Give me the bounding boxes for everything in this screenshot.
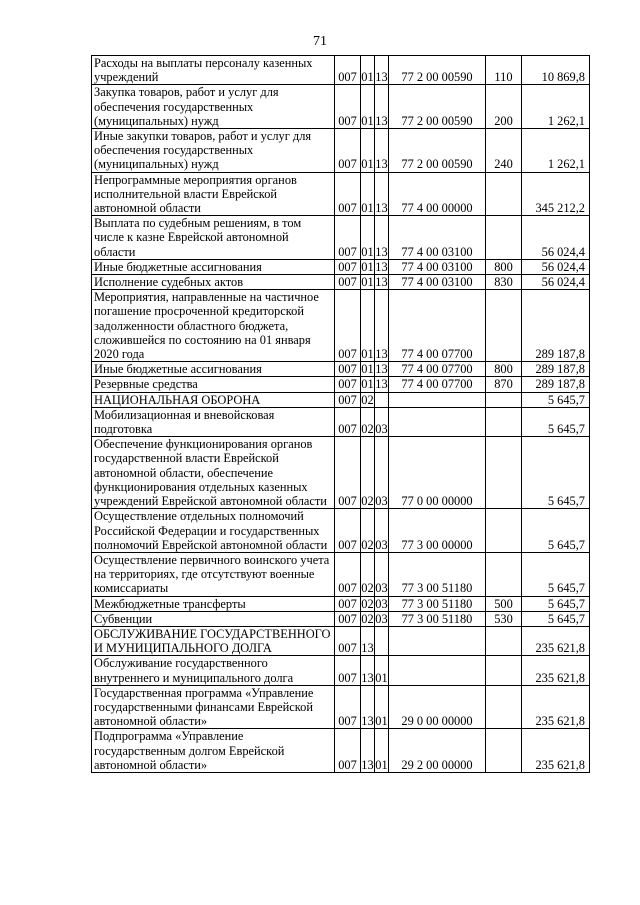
section-code: 02 xyxy=(361,552,375,596)
org-code: 007 xyxy=(335,685,361,729)
target-article-code: 29 2 00 00000 xyxy=(389,729,486,773)
table-row xyxy=(92,129,590,173)
section-code: 01 xyxy=(361,290,375,362)
expense-type-code: 800 xyxy=(486,362,522,377)
amount: 5 645,7 xyxy=(522,611,590,626)
amount: 56 024,4 xyxy=(522,275,590,290)
subsection-code: 13 xyxy=(375,259,388,274)
section-code: 13 xyxy=(361,685,375,729)
subsection-code: 01 xyxy=(375,656,389,685)
row-name: Иные бюджетные ассигнования xyxy=(92,362,335,377)
table-row xyxy=(92,85,590,129)
amount: 5 645,7 xyxy=(522,596,590,611)
amount: 5 645,7 xyxy=(522,437,590,509)
expense-type-code xyxy=(486,685,522,729)
org-code: 007 xyxy=(335,216,361,260)
target-article-code: 77 3 00 51180 xyxy=(389,611,486,626)
table-body xyxy=(92,56,590,773)
target-article-code xyxy=(389,656,486,685)
table-row xyxy=(92,362,590,377)
table-row xyxy=(92,729,590,773)
subsection-code xyxy=(375,392,389,407)
table-row xyxy=(92,437,590,509)
subsection-code: 13 xyxy=(375,275,388,290)
expense-type-code xyxy=(486,729,522,773)
row-name: Субвенции xyxy=(92,611,335,626)
amount: 235 621,8 xyxy=(522,626,590,655)
org-code: 007 xyxy=(335,362,361,377)
amount: 289 187,8 xyxy=(522,377,590,392)
subsection-code: 03 xyxy=(375,509,389,553)
row-name: Иные бюджетные ассигнования xyxy=(92,259,335,274)
row-name: Резервные средства xyxy=(92,377,335,392)
amount: 5 645,7 xyxy=(522,392,590,407)
target-article-code xyxy=(389,392,486,407)
amount: 5 645,7 xyxy=(522,509,590,553)
org-code: 007 xyxy=(335,509,361,553)
row-name: Закупка товаров, работ и услуг для обеспечения государственных (муниципальных) нужд xyxy=(92,85,335,129)
org-code: 007 xyxy=(335,275,361,290)
subsection-code: 13 xyxy=(375,129,389,173)
amount: 289 187,8 xyxy=(522,290,590,362)
row-name: Иные закупки товаров, работ и услуг для обеспечения государственных (муниципальных) нужд xyxy=(92,129,335,173)
target-article-code: 29 0 00 00000 xyxy=(389,685,486,729)
table-row xyxy=(92,259,590,274)
section-code: 02 xyxy=(361,407,375,436)
subsection-code xyxy=(375,626,389,655)
row-name: Непрограммные мероприятия органов исполнительной власти Еврейской автономной области xyxy=(92,172,335,216)
subsection-code: 13 xyxy=(375,172,389,216)
org-code: 007 xyxy=(335,377,361,392)
table-row xyxy=(92,596,590,611)
row-name: Мероприятия, направленные на частичное погашение просроченной кредиторской задолженности областного бюджета, сложившейся по состоянию на 01 января 2020 года xyxy=(92,290,335,362)
org-code: 007 xyxy=(335,172,361,216)
target-article-code: 77 4 00 07700 xyxy=(389,362,486,377)
table-row xyxy=(92,377,590,392)
expense-type-code xyxy=(486,552,522,596)
table-row xyxy=(92,509,590,553)
expense-type-code xyxy=(486,216,522,260)
row-name: Государственная программа «Управление государственными финансами Еврейской автономной области» xyxy=(92,685,335,729)
org-code: 007 xyxy=(335,290,361,362)
expense-type-code xyxy=(486,437,522,509)
org-code: 007 xyxy=(335,596,361,611)
amount: 345 212,2 xyxy=(522,172,590,216)
row-name: Мобилизационная и вневойсковая подготовка xyxy=(92,407,335,436)
table-row xyxy=(92,656,590,685)
section-code: 01 xyxy=(361,216,375,260)
expense-type-code: 870 xyxy=(486,377,522,392)
row-name: Межбюджетные трансферты xyxy=(92,596,335,611)
target-article-code: 77 2 00 00590 xyxy=(389,56,486,85)
org-code: 007 xyxy=(335,56,361,85)
expense-type-code: 830 xyxy=(486,275,522,290)
section-code: 13 xyxy=(361,656,375,685)
target-article-code xyxy=(389,407,486,436)
subsection-code: 03 xyxy=(375,552,389,596)
table-row xyxy=(92,626,590,655)
table-row xyxy=(92,216,590,260)
target-article-code: 77 4 00 03100 xyxy=(389,275,486,290)
subsection-code: 01 xyxy=(375,729,389,773)
amount: 289 187,8 xyxy=(522,362,590,377)
subsection-code: 13 xyxy=(375,216,389,260)
expense-type-code: 800 xyxy=(486,259,522,274)
amount: 235 621,8 xyxy=(522,685,590,729)
table-row xyxy=(92,172,590,216)
amount: 56 024,4 xyxy=(522,259,590,274)
org-code: 007 xyxy=(335,392,361,407)
amount: 5 645,7 xyxy=(522,552,590,596)
target-article-code: 77 4 00 00000 xyxy=(389,172,486,216)
subsection-code: 03 xyxy=(375,407,389,436)
row-name: Исполнение судебных актов xyxy=(92,275,335,290)
section-code: 01 xyxy=(361,56,375,85)
row-name: ОБСЛУЖИВАНИЕ ГОСУДАРСТВЕННОГО И МУНИЦИПАЛЬНОГО ДОЛГА xyxy=(92,626,335,655)
target-article-code: 77 2 00 00590 xyxy=(389,85,486,129)
section-code: 01 xyxy=(361,129,375,173)
amount: 5 645,7 xyxy=(522,407,590,436)
org-code: 007 xyxy=(335,552,361,596)
section-code: 02 xyxy=(361,596,374,611)
amount: 10 869,8 xyxy=(522,56,590,85)
subsection-code: 13 xyxy=(375,377,388,392)
target-article-code xyxy=(389,626,486,655)
expense-type-code: 200 xyxy=(486,85,522,129)
subsection-code: 03 xyxy=(375,611,388,626)
row-name: НАЦИОНАЛЬНАЯ ОБОРОНА xyxy=(92,392,335,407)
amount: 1 262,1 xyxy=(522,129,590,173)
expense-type-code: 110 xyxy=(486,56,522,85)
target-article-code: 77 4 00 07700 xyxy=(389,290,486,362)
org-code: 007 xyxy=(335,259,361,274)
page-number: 71 xyxy=(313,34,327,49)
target-article-code: 77 3 00 51180 xyxy=(389,552,486,596)
subsection-code: 03 xyxy=(375,596,388,611)
expense-type-code xyxy=(486,509,522,553)
target-article-code: 77 4 00 03100 xyxy=(389,259,486,274)
table-row xyxy=(92,685,590,729)
target-article-code: 77 4 00 03100 xyxy=(389,216,486,260)
expense-type-code xyxy=(486,626,522,655)
org-code: 007 xyxy=(335,656,361,685)
table-row xyxy=(92,392,590,407)
section-code: 02 xyxy=(361,509,375,553)
subsection-code: 13 xyxy=(375,290,389,362)
budget-table xyxy=(91,55,590,773)
section-code: 01 xyxy=(361,172,375,216)
amount: 56 024,4 xyxy=(522,216,590,260)
section-code: 01 xyxy=(361,362,374,377)
section-code: 01 xyxy=(361,377,374,392)
table-row xyxy=(92,56,590,85)
table-row xyxy=(92,611,590,626)
target-article-code: 77 2 00 00590 xyxy=(389,129,486,173)
expense-type-code xyxy=(486,172,522,216)
amount: 235 621,8 xyxy=(522,656,590,685)
subsection-code: 03 xyxy=(375,437,389,509)
table-row xyxy=(92,275,590,290)
expense-type-code: 240 xyxy=(486,129,522,173)
section-code: 01 xyxy=(361,275,374,290)
row-name: Обслуживание государственного внутреннего и муниципального долга xyxy=(92,656,335,685)
row-name: Осуществление отдельных полномочий Российской Федерации и государственных полномочий Еврейской автономной области xyxy=(92,509,335,553)
section-code: 01 xyxy=(361,259,374,274)
row-name: Обеспечение функционирования органов государственной власти Еврейской автономной области, обеспечение функционирования отдельных казенных учреждений Еврейской автономной области xyxy=(92,437,335,509)
section-code: 02 xyxy=(361,392,374,407)
org-code: 007 xyxy=(335,407,361,436)
target-article-code: 77 3 00 00000 xyxy=(389,509,486,553)
section-code: 13 xyxy=(361,729,375,773)
target-article-code: 77 3 00 51180 xyxy=(389,596,486,611)
org-code: 007 xyxy=(335,626,361,655)
expense-type-code xyxy=(486,656,522,685)
section-code: 02 xyxy=(361,611,374,626)
table-row xyxy=(92,407,590,436)
table-row xyxy=(92,552,590,596)
table-row xyxy=(92,290,590,362)
org-code: 007 xyxy=(335,729,361,773)
subsection-code: 01 xyxy=(375,685,389,729)
expense-type-code xyxy=(486,407,522,436)
section-code: 01 xyxy=(361,85,375,129)
row-name: Осуществление первичного воинского учета на территориях, где отсутствуют военные комиссариаты xyxy=(92,552,335,596)
amount: 235 621,8 xyxy=(522,729,590,773)
org-code: 007 xyxy=(335,85,361,129)
row-name: Расходы на выплаты персоналу казенных учреждений xyxy=(92,56,335,85)
expense-type-code xyxy=(486,392,522,407)
subsection-code: 13 xyxy=(375,85,389,129)
row-name: Подпрограмма «Управление государственным долгом Еврейской автономной области» xyxy=(92,729,335,773)
org-code: 007 xyxy=(335,611,361,626)
subsection-code: 13 xyxy=(375,56,389,85)
expense-type-code xyxy=(486,290,522,362)
target-article-code: 77 4 00 07700 xyxy=(389,377,486,392)
subsection-code: 13 xyxy=(375,362,388,377)
section-code: 02 xyxy=(361,437,375,509)
expense-type-code: 500 xyxy=(486,596,522,611)
section-code: 13 xyxy=(361,626,375,655)
target-article-code: 77 0 00 00000 xyxy=(389,437,486,509)
org-code: 007 xyxy=(335,437,361,509)
row-name: Выплата по судебным решениям, в том числе к казне Еврейской автономной области xyxy=(92,216,335,260)
expense-type-code: 530 xyxy=(486,611,522,626)
amount: 1 262,1 xyxy=(522,85,590,129)
org-code: 007 xyxy=(335,129,361,173)
